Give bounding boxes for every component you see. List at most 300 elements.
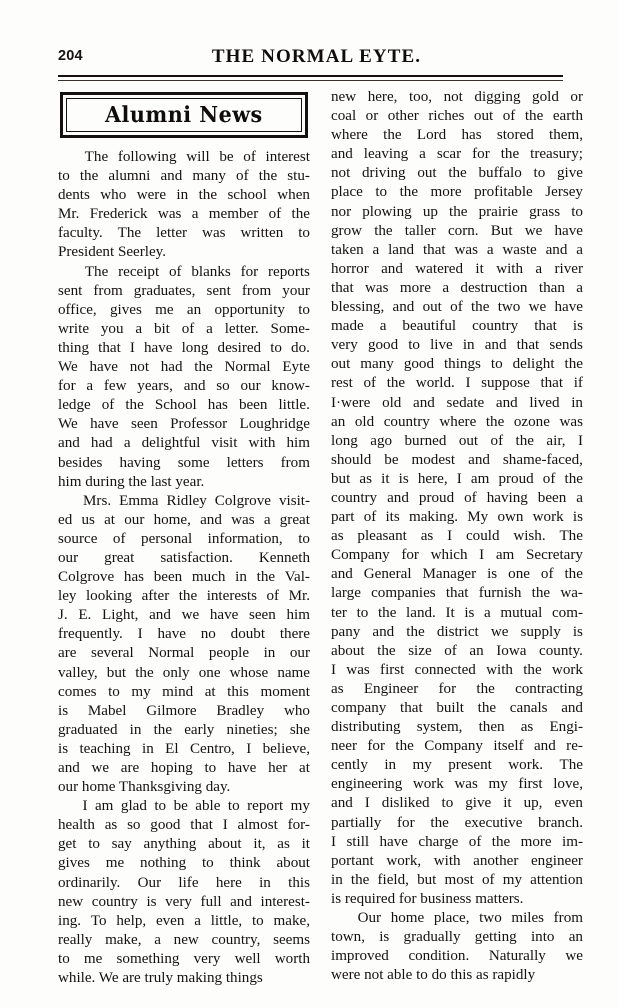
word: the [383,127,402,144]
word: have [379,833,408,850]
text-line [331,336,583,355]
text-line [331,623,583,642]
word: is [379,929,390,946]
word: my [502,871,523,888]
word: the [448,165,467,182]
text-line: President Seerley. [58,244,166,261]
word: world. [415,375,455,392]
word: I [137,626,143,643]
word: that [190,817,213,834]
word: reports [268,263,310,280]
word: gives [110,301,142,318]
word: about [331,642,365,659]
text-line [58,224,310,243]
word: were [136,187,167,204]
text-line [58,415,310,434]
word: of [363,375,377,392]
word: field, [377,871,409,888]
word: and [392,299,415,316]
word: have [554,222,583,239]
word: town, [331,929,365,946]
word: some [177,454,210,471]
word: sends [549,337,583,354]
word: My [467,509,489,526]
word: an [331,413,346,430]
word: for [472,146,490,163]
word: hoping [150,760,193,776]
word: there [279,626,310,643]
word: nineties; [226,721,278,738]
word: The [84,149,109,165]
word: district [436,623,479,640]
alumni-news-heading-box [60,92,308,138]
word: company [331,700,387,716]
word: country [383,413,430,430]
word: of [490,432,504,449]
word: the [524,108,544,125]
word: graduates, [133,282,196,299]
word: from [280,454,310,471]
word: more [520,833,552,850]
word: improved [331,948,389,965]
word: satisfaction. [160,549,233,566]
word: sent [206,282,231,299]
word: the [178,588,198,605]
word: it [381,470,390,487]
word: an [186,301,202,318]
word: Normal [148,645,195,662]
word: waste [502,241,537,258]
word: very [193,950,221,967]
word: the [564,566,583,583]
word: Mr. [58,206,80,223]
word: as [520,719,534,736]
word: in [235,569,247,586]
word: we [91,760,110,776]
text-line [331,432,583,451]
word: as [104,817,118,834]
word: dents [58,187,90,204]
word: to [533,165,546,182]
word: J. [58,607,68,624]
word: am [94,798,114,815]
word: are [120,760,140,776]
word: the [198,187,218,204]
word: the [291,206,310,223]
word: Val- [284,569,310,586]
word: we [528,299,547,316]
word: is [146,893,157,910]
word: is [398,470,409,487]
word: We [58,416,78,433]
word: him [286,607,310,624]
word: the [485,413,505,430]
word: this [288,874,310,891]
word: to [298,301,310,318]
word: home [390,910,425,927]
word: about [208,836,242,853]
word: size [408,642,432,659]
text-line [58,263,310,282]
text-line [331,546,583,565]
word: still [346,833,370,850]
word: where [331,127,368,144]
word: work. [508,757,544,774]
text-line [58,549,310,568]
word: im- [562,833,583,850]
word: a [191,206,199,223]
word: the [523,661,542,678]
word: Company [424,738,483,755]
word: was [202,225,226,242]
text-line [331,680,583,699]
word: looking [85,588,133,605]
header-rule-thick [58,75,563,77]
word: Our [357,910,382,927]
word: the [377,642,396,659]
word: having [119,454,161,471]
word: stored [496,127,534,144]
word: him [286,435,310,452]
word: Our [137,874,162,891]
word: few [103,378,127,395]
text-line [331,222,583,241]
word: them, [549,127,583,144]
word: gradually [403,929,461,946]
word: E. [78,607,92,624]
word: charge [418,833,459,850]
text-line [58,511,310,530]
word: but [331,470,351,487]
word: I [364,795,370,812]
word: of [444,642,457,659]
word: ed [58,511,73,528]
text-line [58,148,310,167]
text-line [331,833,583,852]
word: in [129,721,142,738]
word: and [387,489,409,506]
word: the [153,721,173,738]
word: then [478,719,505,736]
word: who [100,187,127,204]
word: with [433,852,461,869]
word: digging [474,89,521,105]
word: who [283,702,310,719]
word: make, [105,931,142,948]
word: to [571,203,583,220]
word: us [81,511,95,528]
word: companies [371,585,436,602]
word: this [227,683,249,700]
header-rule-thin [58,80,563,81]
alumni-news-heading-label: Alumni News [105,102,263,128]
word: our [124,511,145,528]
word: Ridley [166,492,207,509]
text-line [58,339,310,358]
text-line [58,740,310,759]
word: at [299,760,310,776]
word: for [401,547,419,564]
word: of [450,299,463,316]
word: long [181,339,209,356]
word: two [479,910,502,927]
word: of [268,206,282,223]
word: ledge [58,397,91,414]
alumni-news-heading-inner-border [66,98,302,132]
word: and [372,623,395,640]
word: my [412,757,432,774]
word: to [298,225,310,242]
word: I [222,817,228,834]
word: Colgrove [58,569,115,586]
word: I [246,740,252,757]
word: early [184,721,215,738]
text-line [331,394,583,413]
word: one [198,664,221,681]
text-line [58,454,310,473]
text-line [331,871,583,890]
word: health [58,817,95,834]
word: beautiful [402,318,457,335]
word: more [430,184,462,201]
word: that [98,339,121,356]
word: stu- [287,168,310,185]
word: I [331,661,337,678]
word: work [551,661,583,678]
word: the [386,375,406,392]
text-line [58,320,310,339]
word: seen [130,416,158,433]
word: two [497,299,521,316]
word: interest- [260,893,310,910]
word: more [399,279,431,296]
word: good [150,817,181,834]
word: and [149,607,171,624]
word: proud [418,489,455,506]
word: to [108,683,120,700]
word: blanks [191,263,231,280]
word: burned [404,432,447,449]
word: is [58,702,69,719]
word: I [331,833,337,850]
word: the [395,738,414,755]
word: canals [509,700,548,716]
text-line [331,413,583,432]
word: shame-faced, [502,451,583,468]
word: of [236,168,249,185]
word: you [100,320,124,337]
word: up, [523,795,543,812]
text-line [58,606,310,625]
word: years, [137,378,173,395]
text-line [331,909,583,928]
text-line [58,301,310,320]
word: which [430,547,468,564]
word: been [238,397,268,414]
word: a [86,378,94,395]
word: work [532,509,564,526]
word: besides [58,454,103,471]
word: for [367,738,385,755]
word: a [154,931,161,948]
word: School [154,397,197,414]
word: scar [436,146,462,163]
word: here, [417,470,448,487]
word: is [487,566,498,583]
word: country, [211,931,261,948]
word: a [442,279,450,296]
word: many [192,168,226,185]
word: think [229,855,261,872]
word: her [268,760,288,776]
word: doubt [230,626,266,643]
word: where [439,413,477,430]
word: receipt [118,263,160,280]
word: pleasant [357,528,407,545]
word: very [165,893,192,910]
word: to [375,184,388,201]
word: another [473,852,519,869]
paragraph-indent [58,148,75,167]
word: not [129,359,150,376]
word: my [290,798,310,815]
word: a [194,912,201,929]
word: with [496,260,524,277]
word: opportunity [214,301,285,318]
word: the [256,569,276,586]
word: Lord [416,127,447,144]
word: was [454,241,478,258]
word: one [508,566,530,583]
word: almost [237,817,278,834]
word: re- [566,738,583,755]
word: and [331,146,353,163]
word: it [503,795,512,812]
text-line [58,893,310,912]
right-text-column [331,88,583,985]
word: as [331,528,344,545]
word: treasury; [530,146,583,163]
word: up [422,203,438,220]
word: Iowa [496,642,527,659]
word: do. [291,339,310,356]
text-line [58,683,310,702]
word: but [106,664,127,681]
word: interest [265,149,310,165]
word: in [384,757,397,774]
word: live [430,337,453,354]
word: watered [415,260,464,277]
word: to [441,795,454,812]
word: To [90,912,107,929]
word: a [263,511,271,528]
word: profitable [474,184,533,201]
text-line [331,145,583,164]
text-line: him during the last year. [58,473,205,490]
word: Mr. [288,588,310,605]
word: know- [271,378,310,395]
word: letter [156,225,188,242]
word: most [444,871,474,888]
word: from [553,910,583,927]
word: disliked [381,795,430,812]
word: life [178,874,199,891]
word: of [168,263,182,280]
word: was [157,206,182,223]
word: give [556,165,583,182]
word: the [350,871,370,888]
word: the [515,432,534,449]
text-line [331,775,583,794]
word: am [495,547,515,564]
word: as [277,836,290,853]
word: destruction [460,279,528,296]
word: and [160,168,183,185]
word: proud [498,470,534,487]
word: to [204,760,217,776]
word: we [565,948,583,965]
word: rest [331,375,353,392]
word: grass [529,203,561,220]
word: that [422,241,446,258]
word: and [58,435,80,452]
text-line [58,912,310,931]
word: and [331,566,353,583]
word: system, [416,719,463,736]
word: a [135,320,143,337]
word: have [89,359,118,376]
word: information, [207,530,283,547]
word: so [216,378,230,395]
text-line [331,241,583,260]
text-line [331,604,583,623]
word: something [116,950,180,967]
word: was [559,413,583,430]
word: part [331,509,355,526]
word: lived [529,394,560,411]
word: place, [433,910,470,927]
word: me [83,950,103,967]
word: graduated [58,721,118,738]
text-line [58,950,310,969]
word: land. [406,604,436,621]
word: no [200,626,216,643]
word: was [365,279,389,296]
word: too, [408,89,433,105]
word: personal [141,530,193,547]
word: riches [428,108,465,125]
word: letters [226,454,264,471]
word: report [247,798,284,815]
word: earth [552,108,583,125]
word: not [443,89,463,105]
text-line [58,759,310,778]
word: is [572,318,583,335]
word: is [572,623,583,640]
word: full [200,893,222,910]
text-line: our home Thanksgiving day. [58,779,231,796]
word: connected [414,661,476,678]
word: taken [331,241,364,258]
word: country [472,318,519,335]
word: ley [58,588,77,605]
word: ing. [58,912,82,929]
word: moment [260,683,310,700]
word: to [58,950,70,967]
word: and [533,738,556,755]
word: we [524,222,543,239]
word: home, [153,511,191,528]
